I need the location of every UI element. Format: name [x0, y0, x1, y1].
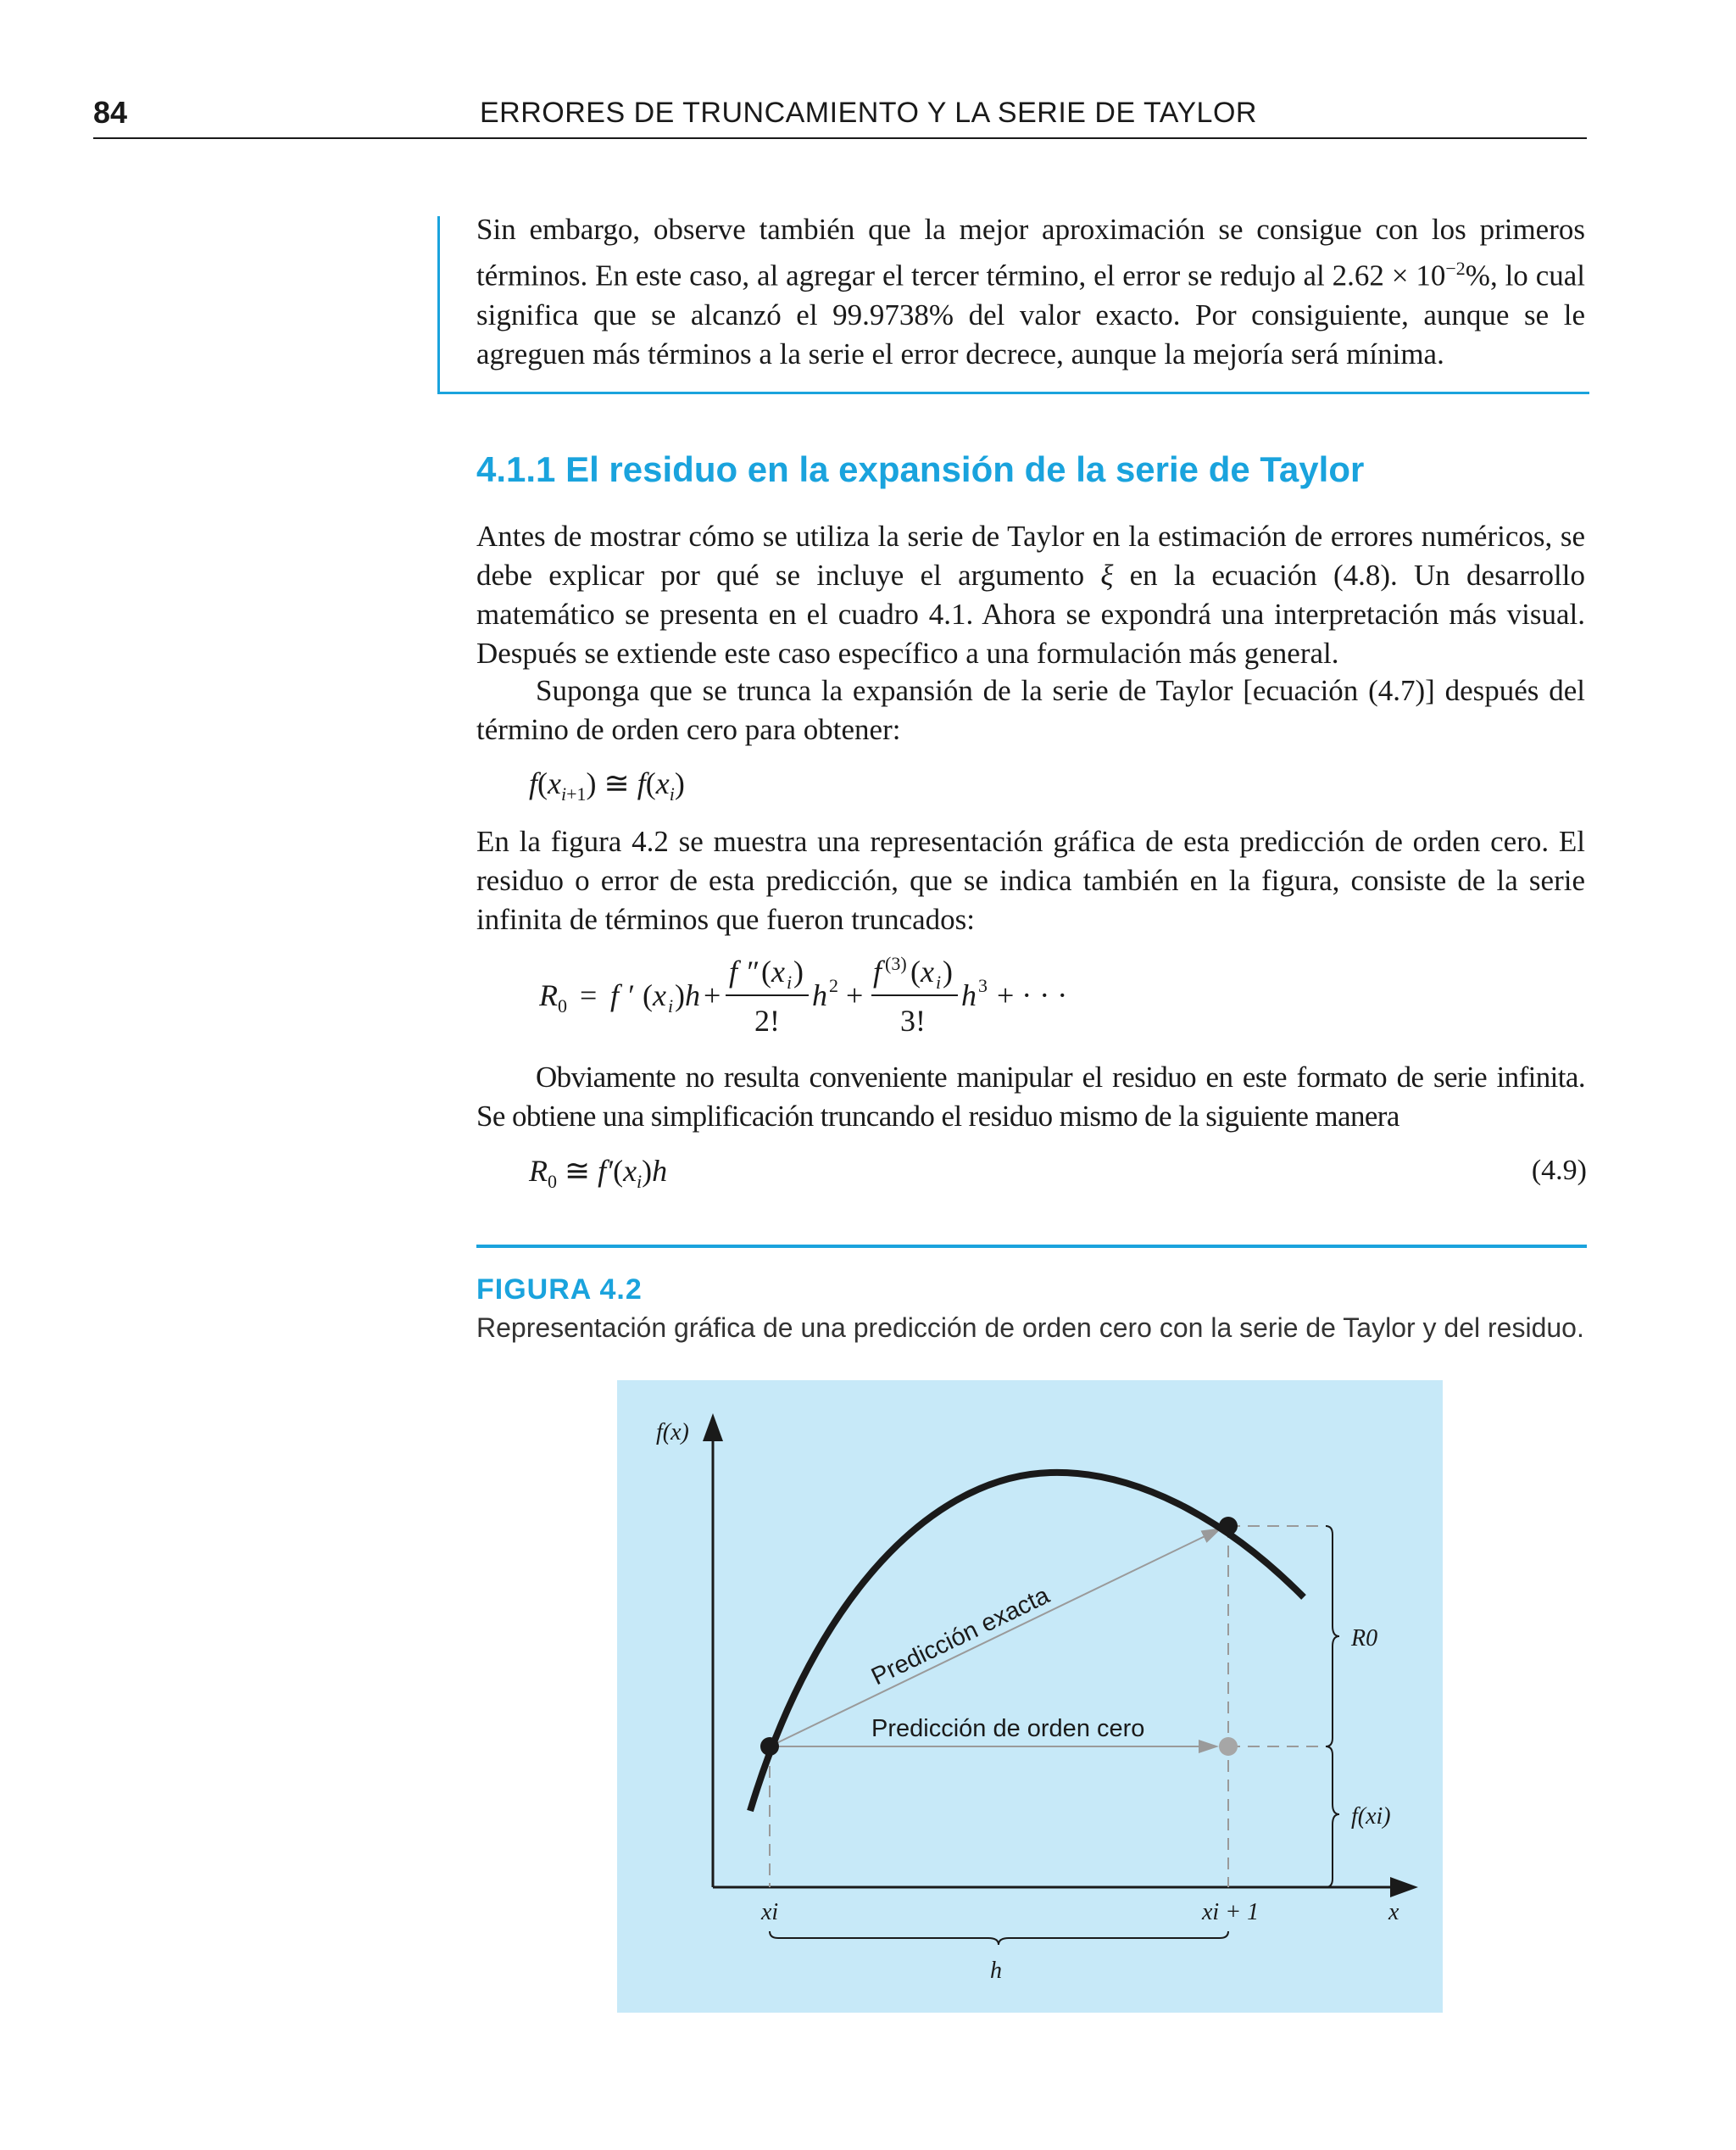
section-heading: 4.1.1 El residuo en la expansión de la serie de Taylor [476, 449, 1365, 489]
svg-text:=: = [580, 978, 598, 1012]
svg-text:x: x [653, 978, 666, 1012]
page-number: 84 [93, 95, 128, 130]
taylor-figure-svg [617, 1380, 1443, 2013]
paragraph-2: Suponga que se trunca la expansión de la serie de Taylor [ecuación (4.7)] después del término de orden cero para obtener: [476, 674, 1585, 746]
example-exponent: −2 [1445, 258, 1466, 279]
exact-prediction-label: Predicción exacta [867, 1581, 1054, 1691]
example-text-end: %, lo cual significa que se alcanzó el 99.9738% del valor exacto. Por consiguiente, aunque se le agreguen más términos a la serie el error decrece, aunque la mejoría será mínima. [476, 259, 1585, 370]
svg-text:R: R [539, 978, 558, 1012]
xi1-label: xi + 1 [1202, 1899, 1260, 1925]
zero-order-prediction-label: Predicción de orden cero [871, 1715, 1145, 1742]
svg-text:f: f [873, 955, 882, 989]
svg-text:2: 2 [829, 975, 838, 996]
svg-text:+ · · ·: + · · · [997, 978, 1068, 1012]
svg-text:): ) [675, 978, 685, 1012]
point-xi1-exact [1219, 1517, 1238, 1535]
y-axis-label: f(x) [656, 1419, 689, 1445]
paragraph-1 [476, 517, 1585, 673]
svg-text:x: x [921, 955, 934, 989]
svg-text:+: + [704, 978, 721, 1012]
svg-text:2!: 2! [754, 1004, 780, 1038]
svg-text:0: 0 [558, 995, 567, 1017]
x-axis-label: x [1388, 1899, 1399, 1925]
running-head: ERRORES DE TRUNCAMIENTO Y LA SERIE DE TAYLOR [480, 97, 1257, 129]
equation-4-9: $R_0$ ≅ $f'(x_i)h$ [529, 1154, 668, 1193]
svg-text:h: h [685, 978, 700, 1012]
svg-text:f ′: f ′ [610, 978, 633, 1012]
svg-text:i: i [787, 972, 793, 993]
equation-residual-series [539, 950, 1217, 1043]
svg-text:3!: 3! [900, 1004, 926, 1038]
paragraph-1-end: en la ecuación (4.8). Un desarrollo matemático se presenta en el cuadro 4.1. Ahora se expondrá una interpretación más visual. Después se extiende este caso específico a una formulación más general. [476, 559, 1585, 670]
svg-text:(: ( [643, 978, 653, 1012]
paragraph-4: Obviamente no resulta conveniente manipular el residuo en este formato de serie infinita. Se obtiene una simplificación truncando el residuo mismo de la siguiente manera [476, 1061, 1585, 1133]
svg-text:h: h [812, 978, 827, 1012]
example-box-text [476, 210, 1585, 374]
fxi-brace [1326, 1746, 1339, 1887]
figure-caption: Representación gráfica de una predicción de orden cero con la serie de Taylor y del residuo. [476, 1312, 1584, 1343]
equation-zero-order: $f(x_{i+1})$ ≅ $f(x_i)$ [529, 766, 685, 805]
svg-text:(3): (3) [885, 953, 907, 974]
svg-text:): ) [943, 955, 953, 989]
svg-text:(: ( [761, 955, 771, 989]
xi-label: xi [761, 1899, 779, 1925]
svg-text:x: x [771, 955, 785, 989]
point-xi [760, 1737, 779, 1756]
svg-text:(: ( [910, 955, 921, 989]
svg-text:3: 3 [978, 975, 988, 996]
example-text-start: Sin embargo, observe también que la mejor aproximación se consigue con los primeros términos. En este caso, al agregar el tercer término, el error se redujo al 2.62 × 10 [476, 213, 1585, 292]
h-brace [770, 1931, 1228, 1945]
r0-brace [1326, 1526, 1339, 1746]
figure-label: FIGURA 4.2 [476, 1273, 643, 1306]
exact-prediction-arrow [770, 1529, 1219, 1746]
point-xi1-zero-order [1219, 1737, 1238, 1756]
figure-panel [617, 1380, 1443, 2013]
h-label: h [990, 1958, 1002, 1984]
svg-text:h: h [961, 978, 976, 1012]
equation-number: (4.9) [1531, 1155, 1587, 1186]
svg-text:+: + [846, 978, 864, 1012]
header-rule [93, 137, 1587, 139]
r0-label: R0 [1351, 1625, 1378, 1651]
svg-text:i: i [668, 995, 674, 1017]
svg-text:i: i [936, 972, 942, 993]
figure-rule [476, 1245, 1587, 1248]
svg-text:f ″: f ″ [729, 955, 758, 989]
xi-symbol: ξ [1100, 559, 1114, 592]
fxi-label: f(xi) [1351, 1803, 1391, 1830]
svg-text:): ) [793, 955, 804, 989]
paragraph-3: En la figura 4.2 se muestra una representación gráfica de esta predicción de orden cero. El residuo o error de esta predicción, que se indica también en la figura, consiste de la serie infinita de términos que fueron truncados: [476, 825, 1585, 936]
paragraph-1-start: Antes de mostrar cómo se utiliza la serie de Taylor en la estimación de errores numéricos, se debe explicar por qué se incluye el argumento [476, 520, 1585, 592]
